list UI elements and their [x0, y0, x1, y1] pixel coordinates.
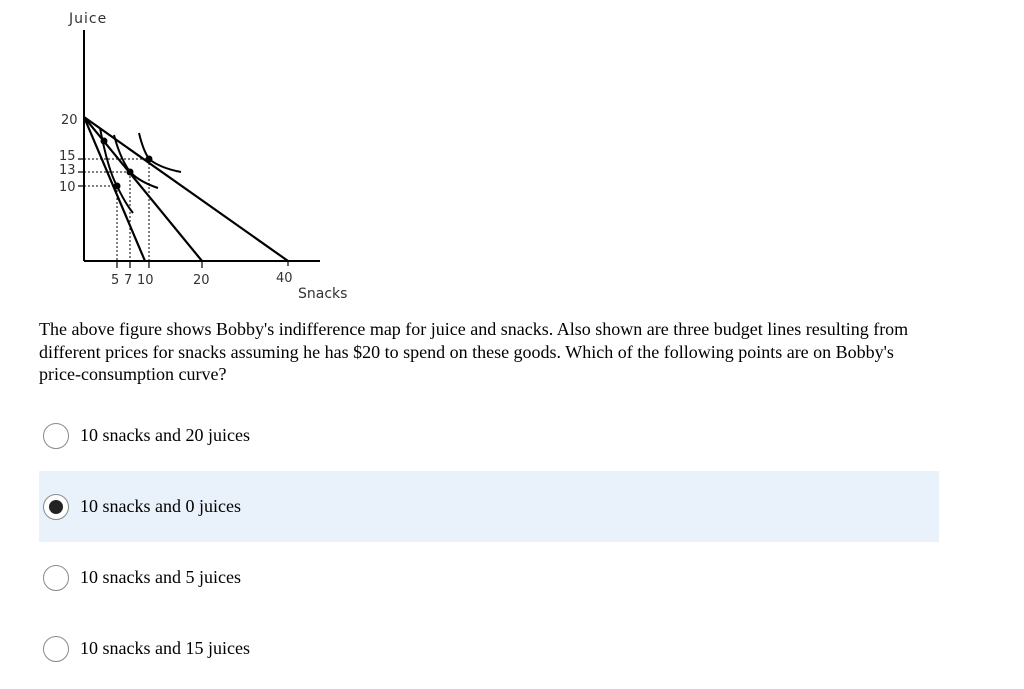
indifference-curve-3: [139, 133, 181, 172]
tangency-point: [101, 138, 108, 145]
tangency-point: [127, 169, 134, 176]
radio-button[interactable]: [43, 423, 69, 449]
indifference-map-figure: [0, 0, 380, 310]
answer-option-label: 10 snacks and 0 juices: [80, 496, 241, 516]
x-axis-title: Snacks: [298, 286, 348, 302]
radio-button[interactable]: [43, 565, 69, 591]
answer-option-3[interactable]: [39, 542, 939, 613]
x-tick-label: 7: [124, 273, 133, 288]
y-axis-title: Juice: [69, 11, 108, 27]
y-tick-label: 15: [59, 149, 76, 164]
radio-button[interactable]: [43, 636, 69, 662]
question-text: The above figure shows Bobby's indifference map for juice and snacks. Also shown are three budget lines resulting from different prices for snacks assuming he has $20 to spend on these goods. Which of the following points are on Bobby's price-consumption curve?: [39, 319, 909, 384]
x-tick-label: 40: [276, 271, 293, 286]
answer-option-2[interactable]: [39, 471, 939, 542]
y-tick-label: 13: [59, 163, 76, 178]
answer-option-label: 10 snacks and 20 juices: [80, 425, 250, 445]
x-tick-label: 10: [137, 273, 154, 288]
answer-option-1[interactable]: [39, 400, 939, 471]
radio-button-selected[interactable]: [43, 494, 69, 520]
answer-option-label: 10 snacks and 15 juices: [80, 638, 250, 658]
answer-option-label: 10 snacks and 5 juices: [80, 567, 241, 587]
x-tick-label: 20: [193, 273, 210, 288]
y-tick-label: 20: [61, 113, 78, 128]
answer-option-4[interactable]: [39, 613, 939, 684]
tangency-point: [114, 183, 121, 190]
x-tick-label: 5: [111, 273, 120, 288]
tangency-point: [146, 156, 153, 163]
y-tick-label: 10: [59, 180, 76, 195]
answer-options: [39, 400, 939, 684]
